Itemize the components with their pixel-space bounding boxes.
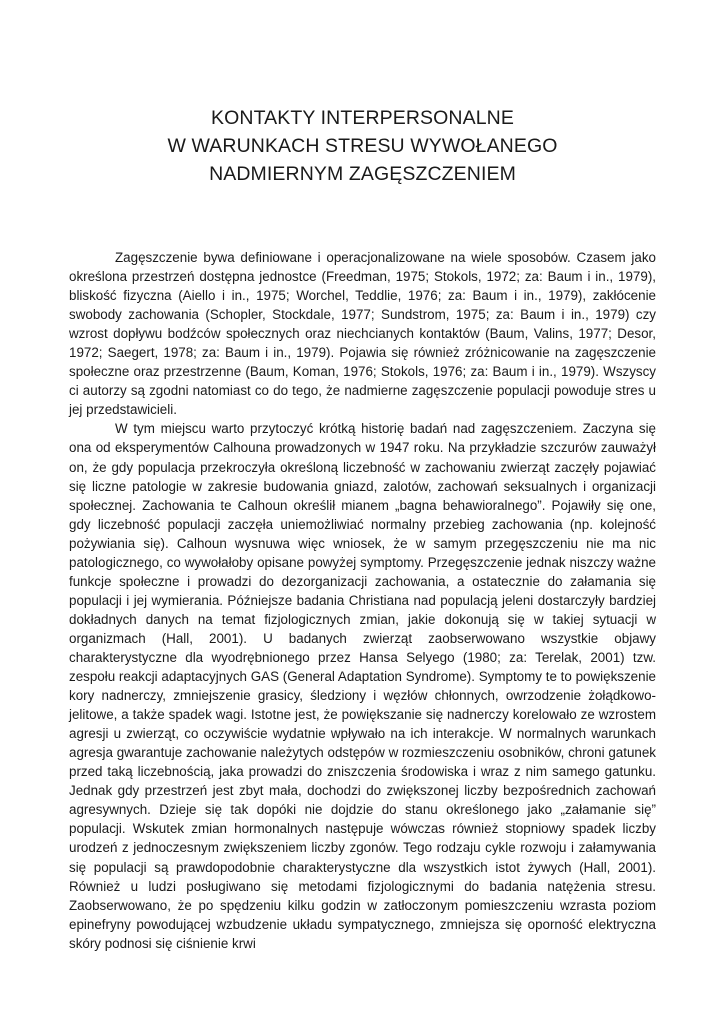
title-line-3: NADMIERNYM ZAGĘSZCZENIEM xyxy=(209,163,516,185)
paragraph-history: W tym miejscu warto przytoczyć krótką historię badań nad zagęszczeniem. Zaczyna się ona od eksperymentów Calhouna prowadzonych w 1947 roku. Na przykładzie szczurów zauważył on, że gdy populacja przekroczyła określoną liczebność w zachowaniu zwierząt zaczęły pojawiać się liczne patologie w zakresie budowania gniazd, zalotów, zachowań seksualnych i organizacji społecznej. Zachowania te Calhoun określił mianem „bagna behawioralnego”. Pojawiły się one, gdy liczebność populacji zaczęła uniemożliwiać normalny przebieg zachowania (np. kolejność pożywiania się). Calhoun wysnuwa więc wniosek, że w samym przegęszczeniu nie ma nic patologicznego, co wywołałoby opisane powyżej symptomy. Przegęszczenie jednak niszczy ważne funkcje społeczne i prowadzi do dezorganizacji zachowania, a ostatecznie do załamania się populacji i jej wymierania. Późniejsze badania Christiana nad populacją jeleni dostarczyły bardziej dokładnych danych na temat fizjologicznych zmian, jakie dokonują się w takiej sytuacji w organizmach (Hall, 2001). U badanych zwierząt zaobserwowano wszystkie objawy charakterystyczne dla wyodrębnionego przez Hansa Selyego (1980; za: Terelak, 2001) tzw. zespołu reakcji adaptacyjnych GAS (General Adaptation Syndrome). Symptomy te to powiększenie kory nadnerczy, zmniejszenie grasicy, śledziony i węzłów chłonnych, owrzodzenie żołądkowo-jelitowe, a także spadek wagi. Istotne jest, że powiększanie się nadnerczy korelowało ze wzrostem agresji u zwierząt, co oczywiście wydatnie wpływało na ich interakcje. W normalnych warunkach agresja gwarantuje zachowanie należytych odstępów w rozmieszczeniu osobników, chroni gatunek przed taką liczebnością, jaka prowadzi do zniszczenia środowiska i wraz z nim samego gatunku. Jednak gdy przestrzeń jest zbyt mała, dochodzi do zwiększonej liczby bezpośrednich zachowań agresywnych. Dzieje się tak dopóki nie dojdzie do stanu określonego jako „załamanie się” populacji. Wskutek zmian hormonalnych następuje wówczas również stopniowy spadek liczby urodzeń z jednoczesnym zwiększeniem liczby zgonów. Tego rodzaju cykle rozwoju i załamywania się populacji są prawdopodobnie charakterystyczne dla wszystkich istot żywych (Hall, 2001). Również u ludzi posługiwano się metodami fizjologicznymi do badania natężenia stresu. Zaobserwowano, że po spędzeniu kilku godzin w zatłoczonym pomieszczeniu wzrasta poziom epinefryny powodującej wzbudzenie układu sympatycznego, zmniejsza się oporność elektryczna skóry podnosi się ciśnienie krwi xyxy=(69,421,656,951)
title-line-2: W WARUNKACH STRESU WYWOŁANEGO xyxy=(167,135,558,157)
title-line-1: KONTAKTY INTERPERSONALNE xyxy=(211,107,514,129)
document-body xyxy=(69,248,656,953)
paragraph-definitions: Zagęszczenie bywa definiowane i operacjonalizowane na wiele sposobów. Czasem jako określona przestrzeń dostępna jednostce (Freedman, 1975; Stokols, 1972; za: Baum i in., 1979), bliskość fizyczna (Aiello i in., 1975; Worchel, Teddlie, 1976; za: Baum i in., 1979), zakłócenie swobody zachowania (Schopler, Stockdale, 1977; Sundstrom, 1975; za: Baum i in., 1979) czy wzrost dopływu bodźców społecznych oraz niechcianych kontaktów (Baum, Valins, 1977; Desor, 1972; Saegert, 1978; za: Baum i in., 1979). Pojawia się również zróżnicowanie na zagęszczenie społeczne oraz przestrzenne (Baum, Koman, 1976; Stokols, 1976; za: Baum i in., 1979). Wszyscy ci autorzy są zgodni natomiast co do tego, że nadmierne zagęszczenie populacji powoduje stres u jej przedstawicieli. xyxy=(69,250,656,418)
document-title xyxy=(60,104,665,188)
